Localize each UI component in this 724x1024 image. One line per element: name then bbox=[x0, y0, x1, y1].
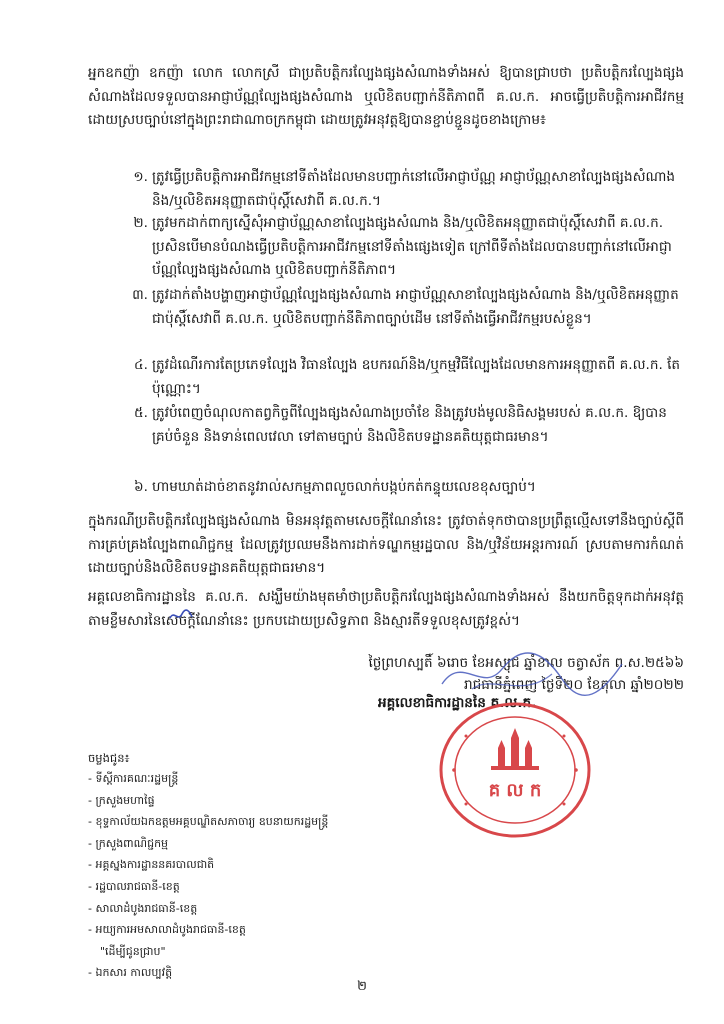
solar-date: រាជធានីភ្នំពេញ ថ្ងៃទី២០ ខែតុលា ឆ្នាំ២០២២ bbox=[463, 677, 684, 693]
cc-heading: ចម្លងជូន៖ bbox=[88, 751, 130, 765]
list-item-number: ៤. bbox=[134, 357, 148, 373]
initial-signature-icon bbox=[168, 608, 194, 624]
signatory-title: អគ្គលេខាធិការដ្ឋាននៃ គ.ល.ក. bbox=[378, 695, 537, 711]
cc-item: - ឯកសារ កាលប្បវត្តិ bbox=[88, 966, 173, 980]
official-seal-icon bbox=[436, 700, 594, 840]
list-item-number: ២. bbox=[133, 215, 148, 231]
list-item-number: ៥. bbox=[134, 405, 148, 421]
handwritten-signature-icon bbox=[432, 644, 632, 704]
list-item-text: ត្រូវដំណើរការតែប្រភេទល្បែង វិធានល្បែង ឧបករណ៍និង/ឬកម្មវិធីល្បែងដែលមានការអនុញ្ញាតពី គ.ល.ក. តែប៉ុណ្ណោះ។ bbox=[152, 357, 681, 397]
cc-item: - ទីស្តីការគណៈរដ្ឋមន្ត្រី bbox=[88, 772, 179, 785]
closing-paragraph: អគ្គលេខាធិការដ្ឋាននៃ គ.ល.ក. សង្ឃឹមយ៉ាងមុតមាំថាប្រតិបត្តិករល្បែងផ្សងសំណាងទាំងអស់ នឹងយកចិត្តទុកដាក់អនុវត្តតាមខ្លឹមសារនៃសេចក្តីណែនាំនេះ ប្រកបដោយប្រសិទ្ធភាព និងស្មារតីទទួលខុសត្រូវខ្ពស់។ bbox=[88, 589, 684, 629]
list-item-text: ត្រូវមកដាក់ពាក្យស្នើសុំអាជ្ញាប័ណ្ណសាខាល្បែងផ្សងសំណាង និង/ឬលិខិតអនុញ្ញាតជាប៉ុស្តិ៍សេវាពី គ.ល.ក. ប្រសិនបើមានបំណងធ្វើប្រតិបត្តិការអាជីវកម្មនៅទីតាំងផ្សេងទៀត ក្រៅពីទីតាំងដែលបានបញ្ជាក់នៅលើអាជ្ញាប័ណ្ណល្បែងផ្សងសំណាង ឬលិខិតបញ្ជាក់នីតិភាព។ bbox=[152, 215, 672, 278]
cc-item: - អយ្យការអមសាលាដំបូងរាជធានី-ខេត្ត bbox=[88, 923, 246, 937]
lunar-date: ថ្ងៃព្រហស្បតិ៍ ៦រោច ខែអស្សុជ ឆ្នាំខាល ចត្វាស័ក ព.ស.២៥៦៦ bbox=[368, 655, 684, 671]
list-item bbox=[132, 284, 682, 331]
cc-item: - អគ្គស្នងការដ្ឋាននគរបាលជាតិ bbox=[88, 858, 215, 872]
list-item-text: ហាមឃាត់ដាច់ខាតនូវរាល់សកម្មភាពលួចលាក់បង្កប់កត់កន្ទុយលេខខុសច្បាប់។ bbox=[152, 479, 536, 495]
seal-text: គ ល ក bbox=[488, 780, 542, 801]
cc-item: - ក្រសួងពាណិជ្ជកម្ម bbox=[88, 836, 169, 850]
page-number: ២ bbox=[357, 979, 367, 994]
list-item bbox=[134, 476, 682, 500]
list-item bbox=[134, 354, 682, 401]
list-item-number: ១. bbox=[133, 169, 148, 185]
list-item bbox=[133, 212, 682, 283]
cc-list bbox=[88, 768, 328, 984]
cc-item: - រដ្ឋបាលរាជធានី-ខេត្ត bbox=[88, 879, 180, 893]
list-item bbox=[133, 166, 682, 213]
list-item-text: ត្រូវធ្វើប្រតិបត្តិការអាជីវកម្មនៅទីតាំងដែលមានបញ្ជាក់នៅលើអាជ្ញាប័ណ្ណ អាជ្ញាប័ណ្ណសាខាល្បែងផ្សងសំណាង និង/ឬលិខិតអនុញ្ញាតជាប៉ុស្តិ៍សេវាពី គ.ល.ក.។ bbox=[152, 169, 676, 209]
list-item-text: ត្រូវបំពេញចំណុលកាតព្វកិច្ចពីល្បែងផ្សងសំណាងប្រចាំខែ និងត្រូវបង់មូលនិធិសង្គមរបស់ គ.ល.ក. ឱ្យបានគ្រប់ចំនួន និងទាន់ពេលវេលា ទៅតាមច្បាប់ និងលិខិតបទដ្ឋានគតិយុត្តជាធរមាន។ bbox=[152, 405, 667, 445]
cc-item: - ខុទ្ទកាល័យឯកឧត្តមអគ្គបណ្ឌិតសភាចារ្យ ឧបនាយករដ្ឋមន្ត្រី bbox=[88, 815, 329, 829]
list-item-text: ត្រូវដាក់តាំងបង្ហាញអាជ្ញាប័ណ្ណល្បែងផ្សងសំណាង អាជ្ញាប័ណ្ណសាខាល្បែងផ្សងសំណាង និង/ឬលិខិតអនុញ្ញាតជាប៉ុស្តិ៍សេវាពី គ.ល.ក. ឬលិខិតបញ្ជាក់នីតិភាពច្បាប់ដើម នៅទីតាំងធ្វើអាជីវកម្មរបស់ខ្លួន។ bbox=[152, 287, 679, 327]
cc-item: "ដើម្បីជូនជ្រាប" bbox=[100, 944, 166, 958]
intro-paragraph: អ្នកឧកញ៉ា ឧកញ៉ា លោក លោកស្រី ជាប្រតិបត្តិករល្បែងផ្សងសំណាងទាំងអស់ ឱ្យបានជ្រាបថា ប្រតិបត្តិករល្បែងផ្សងសំណាងដែលទទួលបានអាជ្ញាប័ណ្ណល្បែងផ្សងសំណាង ឬលិខិតបញ្ជាក់នីតិភាពពី គ.ល.ក. អាចធ្វើប្រតិបត្តិការអាជីវកម្មដោយស្របច្បាប់នៅក្នុងព្រះរាជាណាចក្រកម្ពុជា ដោយត្រូវអនុវត្តឱ្យបានខ្ជាប់ខ្ជួនដូចខាងក្រោម៖ bbox=[88, 65, 684, 128]
penalty-paragraph: ក្នុងករណីប្រតិបត្តិករល្បែងផ្សងសំណាង មិនអនុវត្តតាមសេចក្តីណែនាំនេះ ត្រូវចាត់ទុកថាបានប្រព្រឹត្តល្មើសទៅនឹងច្បាប់ស្តីពីការគ្រប់គ្រងល្បែងពាណិជ្ជកម្ម ដែលត្រូវប្រឈមនឹងការដាក់ទណ្ឌកម្មរដ្ឋបាល និង/ឬវិន័យអន្តរការណ៍ ស្របតាមការកំណត់ដោយច្បាប់និងលិខិតបទដ្ឋានគតិយុត្តជាធរមាន។ bbox=[88, 513, 684, 576]
list-item-number: ៦. bbox=[134, 479, 148, 495]
list-item-number: ៣. bbox=[132, 287, 148, 303]
cc-item: - ក្រសួងមហាផ្ទៃ bbox=[88, 793, 155, 807]
list-item bbox=[134, 402, 682, 449]
cc-item: - សាលាដំបូងរាជធានី-ខេត្ត bbox=[88, 901, 198, 915]
